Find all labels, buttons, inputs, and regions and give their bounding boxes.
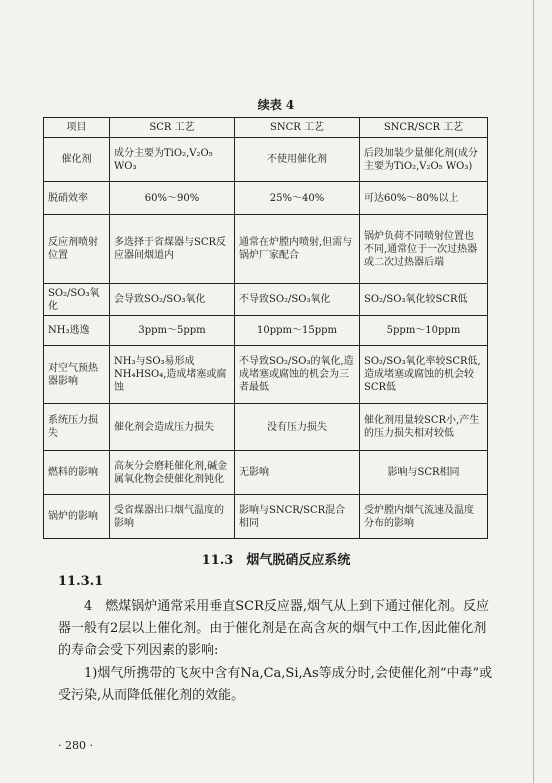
table-row <box>44 495 488 539</box>
table-title: 续表 4 <box>257 98 295 112</box>
row-label: 燃料的影响 <box>44 451 110 495</box>
header-cell: SNCR/SCR 工艺 <box>360 118 488 138</box>
table-row <box>44 138 488 182</box>
table-cell: SO₂/SO₃氧化较SCR低 <box>360 284 488 316</box>
table-row <box>44 284 488 316</box>
table-cell: 通常在炉膛内喷射,但需与锅炉厂家配合 <box>235 215 360 284</box>
table-row <box>44 215 488 284</box>
table-cell: 60%～90% <box>110 182 235 215</box>
table-cell: 25%～40% <box>235 182 360 215</box>
row-label: 反应剂喷射位置 <box>44 215 110 284</box>
row-label: 催化剂 <box>44 138 110 182</box>
table-cell: 影响与SCR相同 <box>360 451 488 495</box>
row-label: 脱硝效率 <box>44 182 110 215</box>
header-cell: 项目 <box>44 118 110 138</box>
header-cell: SCR 工艺 <box>110 118 235 138</box>
table-cell: 可达60%～80%以上 <box>360 182 488 215</box>
table-cell: 无影响 <box>235 451 360 495</box>
table-row <box>44 346 488 404</box>
table-cell: 5ppm～10ppm <box>360 316 488 346</box>
section-title: 11.3 烟气脱硝反应系统 <box>201 553 351 568</box>
table-cell: SO₂/SO₃氧化率较SCR低,造成堵塞或腐蚀的机会较SCR低 <box>360 346 488 404</box>
page-number: · 280 · <box>58 739 93 752</box>
subsection-heading: 11.3.1 <box>58 574 104 589</box>
table-cell: 受炉膛内烟气流速及温度分布的影响 <box>360 495 488 539</box>
table-cell: 影响与SNCR/SCR混合相同 <box>235 495 360 539</box>
comparison-table <box>43 117 488 539</box>
page-edge-line <box>533 0 534 783</box>
table-cell: NH₃与SO₃易形成NH₄HSO₄,造成堵塞或腐蚀 <box>110 346 235 404</box>
table-cell: 不导致SO₂/SO₃氧化 <box>235 284 360 316</box>
table-cell: 后段加装少量催化剂(成分主要为TiO₂,V₂O₅ WO₃) <box>360 138 488 182</box>
table-header-row <box>44 118 488 138</box>
table-cell: 多选择于省煤器与SCR反应器间烟道内 <box>110 215 235 284</box>
table-cell: 受省煤器出口烟气温度的影响 <box>110 495 235 539</box>
row-label: 锅炉的影响 <box>44 495 110 539</box>
table-cell: 不使用催化剂 <box>235 138 360 182</box>
table-row <box>44 404 488 451</box>
table-cell: 催化剂会造成压力损失 <box>110 404 235 451</box>
row-label: 对空气预热器影响 <box>44 346 110 404</box>
table-cell: 不导致SO₂/SO₃的氧化,造成堵塞或腐蚀的机会为三者最低 <box>235 346 360 404</box>
row-label: NH₃逃逸 <box>44 316 110 346</box>
table-cell: 锅炉负荷不同喷射位置也不同,通常位于一次过热器或二次过热器后端 <box>360 215 488 284</box>
table-cell: 会导致SO₂/SO₃氧化 <box>110 284 235 316</box>
table-row <box>44 451 488 495</box>
table-cell: 没有压力损失 <box>235 404 360 451</box>
table-cell: 3ppm～5ppm <box>110 316 235 346</box>
table-cell: 成分主要为TiO₂,V₂O₅ WO₃ <box>110 138 235 182</box>
table-cell: 10ppm～15ppm <box>235 316 360 346</box>
table-row <box>44 316 488 346</box>
header-cell: SNCR 工艺 <box>235 118 360 138</box>
row-label: SO₂/SO₃氧化 <box>44 284 110 316</box>
row-label: 系统压力损失 <box>44 404 110 451</box>
body-paragraph: 4 燃煤锅炉通常采用垂直SCR反应器,烟气从上到下通过催化剂。反应器一般有2层以上催化剂。由于催化剂是在高含灰的烟气中工作,因此催化剂的寿命会受下列因素的影响: <box>58 599 490 658</box>
table-cell: 催化剂用量较SCR小,产生的压力损失相对较低 <box>360 404 488 451</box>
table-row <box>44 182 488 215</box>
table-cell: 高灰分会磨耗催化剂,碱金属氧化物会使催化剂钝化 <box>110 451 235 495</box>
body-paragraph: 1)烟气所携带的飞灰中含有Na,Ca,Si,As等成分时,会使催化剂“中毒”或受污染,从而降低催化剂的效能。 <box>58 666 493 703</box>
